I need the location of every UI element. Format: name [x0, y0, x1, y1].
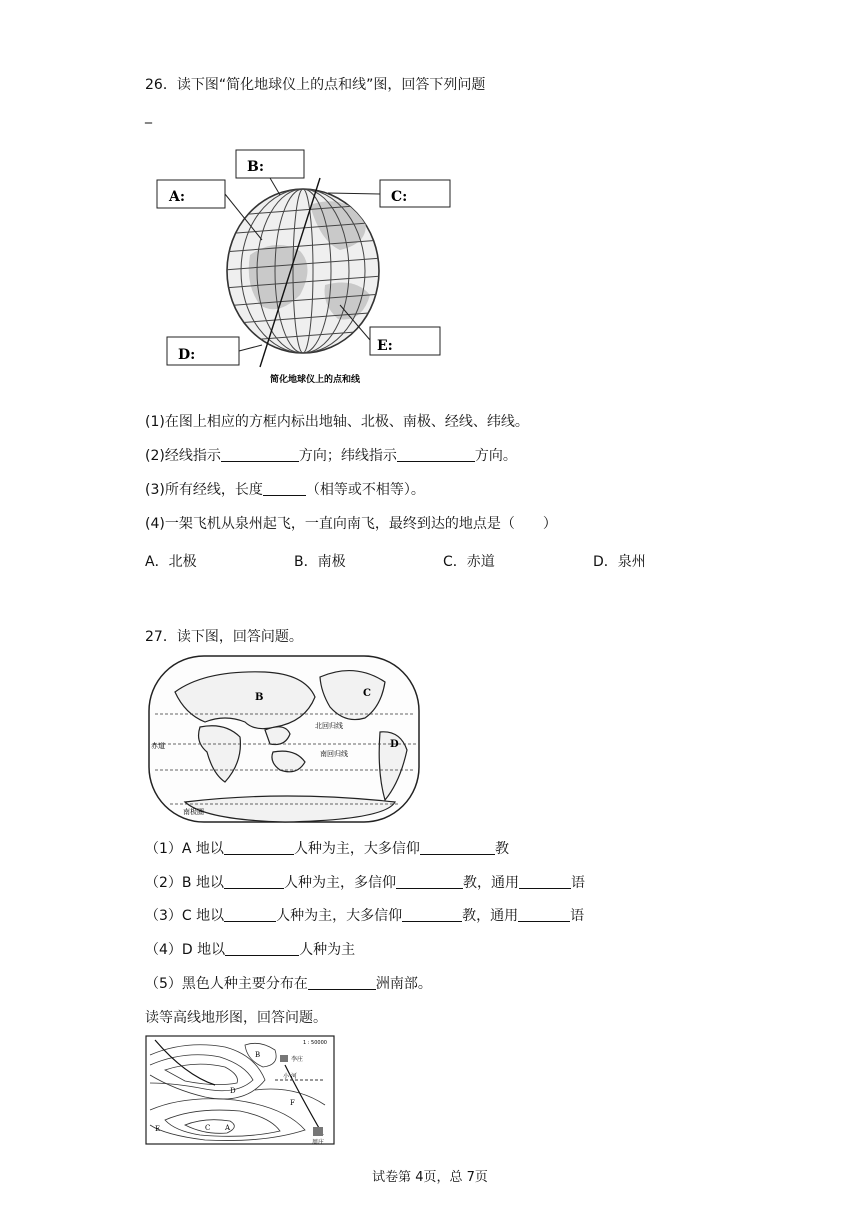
answer-blank[interactable]	[224, 907, 276, 922]
river-label: 小 河	[283, 1073, 297, 1080]
map-label-b: B	[255, 692, 264, 703]
map-label-n-tropic: 北回归线	[315, 722, 343, 730]
contour-label-a: A	[225, 1124, 231, 1132]
answer-blank[interactable]	[263, 481, 306, 496]
globe-figure	[150, 145, 460, 390]
label-a: A:	[169, 189, 186, 205]
figure-caption: 简化地球仪上的点和线	[270, 375, 361, 385]
village-zhou-marker	[313, 1127, 323, 1136]
q26-dash: _	[145, 108, 152, 124]
option-b[interactable]: B．南极	[294, 554, 346, 570]
answer-blank[interactable]	[518, 907, 570, 922]
village-zhou: 周庄	[312, 1139, 325, 1145]
q27-title: 27．读下图，回答问题。	[145, 629, 303, 645]
map-label-c: C	[363, 688, 371, 699]
option-a[interactable]: A．北极	[145, 554, 197, 570]
village-li: 李庄	[291, 1056, 304, 1063]
contour-label-f: F	[290, 1099, 295, 1107]
q27-item5: （5）黑色人种主要分布在 洲南部。	[145, 976, 432, 992]
answer-blank[interactable]	[221, 447, 299, 462]
answer-blank[interactable]	[224, 840, 294, 855]
village-li-marker	[280, 1055, 288, 1062]
world-map	[145, 652, 425, 827]
map-label-antarctic: 南极圈	[183, 808, 204, 816]
answer-blank[interactable]	[396, 874, 463, 889]
q26-part4: (4)一架飞机从泉州起飞，一直向南飞，最终到达的地点是（ ）	[145, 516, 557, 532]
answer-blank[interactable]	[519, 874, 571, 889]
answer-blank[interactable]	[224, 874, 284, 889]
q27-item2: （2）B 地以 人种为主，多信仰 教，通用 语	[145, 875, 585, 891]
contour-label-d: D	[230, 1087, 236, 1095]
answer-blank[interactable]	[402, 907, 462, 922]
q27-item4: （4）D 地以 人种为主	[145, 942, 356, 958]
contour-label-c: C	[205, 1124, 211, 1132]
option-d[interactable]: D．泉州	[593, 554, 646, 570]
label-b: B:	[247, 159, 265, 175]
q26-title: 26．读下图“简化地球仪上的点和线”图，回答下列问题	[145, 77, 486, 93]
answer-blank[interactable]	[397, 447, 475, 462]
contour-label-e: E	[155, 1125, 161, 1133]
q27-item3: （3）C 地以 人种为主，大多信仰 教，通用 语	[145, 908, 585, 924]
scale-text: 1 : 50000	[303, 1040, 327, 1046]
label-box-a	[157, 180, 225, 208]
page-footer: 试卷第 4页，总 7页	[372, 1170, 488, 1185]
contour-label-b: B	[255, 1051, 261, 1059]
q26-part3: (3)所有经线，长度 （相等或不相等）。	[145, 482, 425, 498]
label-c: C:	[391, 189, 408, 205]
option-c[interactable]: C．赤道	[443, 554, 495, 570]
q26-part1: (1)在图上相应的方框内标出地轴、北极、南极、经线、纬线。	[145, 414, 529, 430]
answer-blank[interactable]	[225, 941, 299, 956]
map-label-d: D	[390, 739, 399, 750]
q27-item1: （1）A 地以 人种为主，大多信仰 教	[145, 841, 509, 857]
map-label-equator: 赤道	[151, 742, 165, 750]
q26-part2: (2)经线指示 方向；纬线指示 方向。	[145, 448, 517, 464]
label-d: D:	[178, 347, 196, 363]
contour-title: 读等高线地形图，回答问题。	[145, 1010, 327, 1026]
label-e: E:	[377, 338, 393, 354]
answer-blank[interactable]	[420, 840, 495, 855]
answer-blank[interactable]	[308, 975, 376, 990]
contour-map	[145, 1035, 335, 1145]
map-label-s-tropic: 南回归线	[320, 750, 348, 758]
